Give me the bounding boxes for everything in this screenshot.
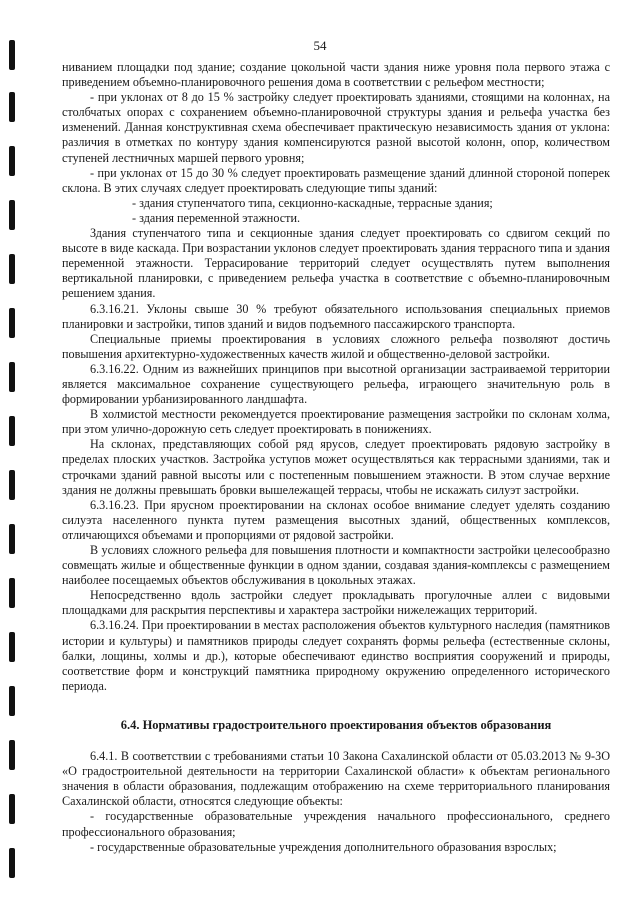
paragraph: нивaнием площадки под здание; создание цокольной части здания ниже уровня пола первого этажа с приведением объемно-планировочного решения дома в соответствии с рельефом местности; <box>62 60 610 90</box>
paragraph: Здания ступенчатого типа и секционные здания следует проектировать со сдвигом секций по высоте в виде каскада. При возрастании уклонов следует проектировать здания террасного типа и здания переменной этажности. Террасирование территорий следует осуществлять путем выполнения вертикальной планировки, с приведением рельефа участка в соответствие с объемно-планировочным решением здания. <box>62 226 610 301</box>
paragraph: Непосредственно вдоль застройки следует прокладывать прогулочные аллеи с видовыми площадками для раскрытия перспективы и характера застройки нижележащих территорий. <box>62 588 610 618</box>
binding-hole <box>9 794 15 824</box>
binding-hole <box>9 578 15 608</box>
paragraph: - здания ступенчатого типа, секционно-каскадные, террасные здания; <box>132 195 493 210</box>
binding-hole <box>9 200 15 230</box>
binding-hole <box>9 686 15 716</box>
paragraph: 6.3.16.23. При ярусном проектировании на склонах особое внимание следует уделять созданию силуэта населенного пункта путем размещения высотных зданий, общественных комплексов, отличающихся объемами и пропорциями от рядовой застройки. <box>62 497 610 542</box>
binding-hole <box>9 146 15 176</box>
binding-hole <box>9 524 15 554</box>
document-body <box>62 60 610 855</box>
paragraph: 6.3.16.22. Одним из важнейших принципов при высотной организации застраиваемой территории является максимальное сохранение существующего рельефа, играющего значительную роль в формировании урбанизированного ландшафта. <box>62 361 610 407</box>
paragraph: В холмистой местности рекомендуется проектирование размещения застройки по склонам холма, при этом улично-дорожную сеть следует проектировать в понижениях. <box>62 407 610 437</box>
paragraph: 6.3.16.21. Уклоны свыше 30 % требуют обязательного использования специальных приемов планировки и застройки, типов зданий и видов подъемного пассажирского транспорта. <box>62 301 610 331</box>
binding-hole <box>9 848 15 878</box>
paragraph: В условиях сложного рельефа для повышения плотности и компактности застройки целесообразно совмещать жилые и общественные функции в одном здании, создавая здания-комплексы с размещением наиболее посещаемых объектов обслуживания в цокольных этажах. <box>62 543 610 588</box>
paragraph: Специальные приемы проектирования в условиях сложного рельефа позволяют достичь повышения архитектурно-художественных качеств жилой и общественно-деловой застройки. <box>62 331 610 361</box>
binding-hole <box>9 632 15 662</box>
binding-hole <box>9 92 15 122</box>
section-heading: 6.4. Нормативы градостроительного проектирования объектов образования <box>120 717 552 732</box>
paragraph: 6.3.16.24. При проектировании в местах расположения объектов культурного наследия (памятников истории и культуры) и памятников природы следует сохранять формы рельефа (естественные склоны, балки, лощины, холмы и др.), которые обеспечивают единство восприятия сооружений и природы, соответствие форм и конструкций памятника природному окружению определенного исторического периода. <box>62 618 610 693</box>
binding-strip <box>6 0 20 905</box>
binding-hole <box>9 362 15 392</box>
binding-hole <box>9 416 15 446</box>
binding-hole <box>9 470 15 500</box>
paragraph: - при уклонах от 8 до 15 % застройку следует проектировать зданиями, стоящими на колоннах, на столбчатых опорах с сохранением объемно-планировочной структуры здания и рельефа участка без изменений. Данная конструктивная схема обеспечивает практическую независимость здания от уклона: различия в отметках по контуру здания компенсируются разной высотой колонн, опор, количеством ступеней лестничных маршей первого уровня; <box>62 90 610 165</box>
paragraph: - здания переменной этажности. <box>132 210 301 225</box>
binding-hole <box>9 740 15 770</box>
paragraph: - государственные образовательные учреждения дополнительного образования взрослых; <box>90 839 557 854</box>
binding-hole <box>9 254 15 284</box>
paragraph: 6.4.1. В соответствии с требованиями статьи 10 Закона Сахалинской области от 05.03.2013 № 9-ЗО «О градостроительной деятельности на территории Сахалинской области» к объектам регионального значения в области образования, подлежащим отображению на схеме территориального планирования Сахалинской области, относятся следующие объекты: <box>62 749 610 809</box>
paragraph: - при уклонах от 15 до 30 % следует проектировать размещение зданий длинной стороной поперек склона. В этих случаях следует проектировать следующие типы зданий: <box>62 165 610 195</box>
paragraph: - государственные образовательные учреждения начального профессионального, среднего профессионального образования; <box>62 809 610 839</box>
paragraph: На склонах, представляющих собой ряд ярусов, следует проектировать рядовую застройку в пределах плоских участков. Застройка уступов может осуществляться как террасными зданиями, так и строчками зданий равной высоты или с постепенным повышением этажности. В этом случае верхние здания не должны превышать бровки вышележащей террасы, чтобы не искажать силуэт застройки. <box>62 437 610 497</box>
page-number: 54 <box>313 38 327 53</box>
binding-hole <box>9 308 15 338</box>
